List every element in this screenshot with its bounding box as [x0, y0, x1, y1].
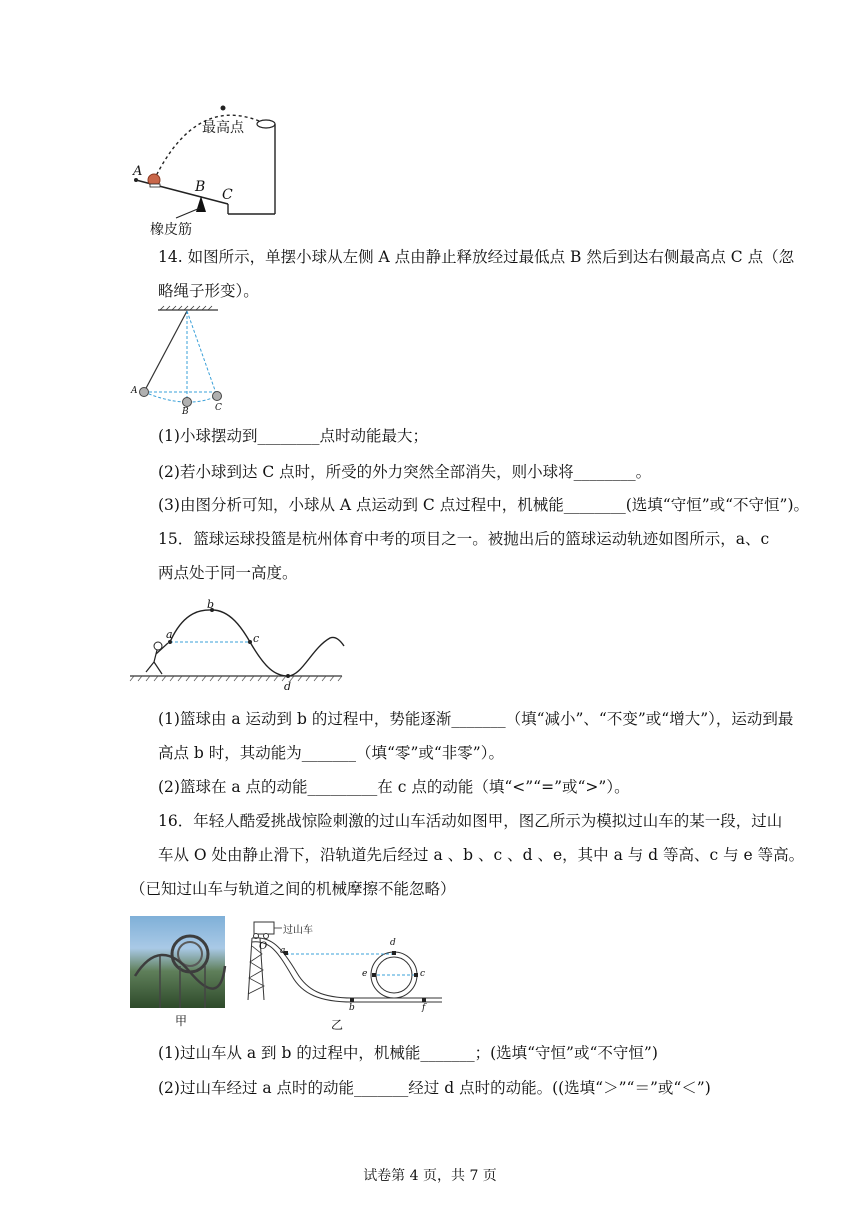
roller-coaster-photo — [130, 916, 225, 1008]
q14-sub2: (2)若小球到达 C 点时，所受的外力突然全部消失，则小球将________。 — [158, 463, 652, 481]
q15-stem-line1: 15．篮球运球投篮是杭州体育中考的项目之一。被抛出后的篮球运动轨迹如图所示，a、c — [158, 530, 770, 548]
fig14-label-c: C — [215, 403, 222, 413]
q16-stem-line2: 车从 O 处由静止滑下，沿轨道先后经过 a 、b 、c 、d 、e，其中 a 与 d 等高、c 与 e 等高。 — [158, 846, 805, 864]
fig15-label-d: d — [284, 680, 292, 693]
fig13-label-rubber: 橡皮筋 — [150, 222, 192, 238]
fig16-label-b: b — [349, 1003, 355, 1013]
fig13-label-highest: 最高点 — [202, 120, 244, 136]
fig16-label-e: e — [362, 969, 368, 979]
fig14-label-b: B — [182, 407, 189, 417]
fig16-label-c: c — [420, 969, 426, 979]
q14-stem-line2: 略绳子形变）。 — [158, 282, 259, 300]
fig13-label-b: B — [195, 179, 206, 195]
page-footer: 试卷第 4 页，共 7 页 — [363, 1168, 497, 1184]
fig16-label-f: f — [422, 1003, 426, 1013]
q16-stem-line1: 16．年轻人酷爱挑战惊险刺激的过山车活动如图甲，图乙所示为模拟过山车的某一段，过山 — [158, 812, 783, 830]
q15-sub1-line2: 高点 b 时，其动能为_______（填“零”或“非零”）。 — [158, 744, 504, 762]
fig15-label-c: c — [253, 632, 260, 645]
fig13-label-a: A — [133, 164, 143, 179]
fig16-label-o: O — [259, 941, 268, 952]
q14-sub1: (1)小球摆动到________点时动能最大； — [158, 427, 428, 445]
q16-stem-line3: （已知过山车与轨道之间的机械摩擦不能忽略） — [130, 880, 456, 898]
fig16-label-a: a — [280, 946, 286, 956]
q16-sub2: (2)过山车经过 a 点时的动能_______经过 d 点时的动能。((选填“＞”“＝”或“＜”) — [158, 1079, 711, 1097]
figure-basketball-trajectory — [130, 598, 350, 688]
q15-sub1-line1: (1)篮球由 a 运动到 b 的过程中，势能逐渐_______（填“减小”、“不变”或“增大”），运动到最 — [158, 710, 794, 728]
fig15-label-b: b — [207, 598, 215, 611]
figure-pendulum — [130, 306, 240, 416]
q14-stem-line1: 14. 如图所示，单摆小球从左侧 A 点由静止释放经过最低点 B 然后到达右侧最高点 C 点（忽 — [158, 248, 795, 266]
fig16-label-yi: 乙 — [331, 1018, 344, 1032]
q15-sub2: (2)篮球在 a 点的动能_________在 c 点的动能（填“<”“=”或“>”）。 — [158, 778, 630, 796]
figure-roller-coaster-track — [242, 918, 447, 1013]
fig15-label-a: a — [166, 628, 173, 641]
q16-sub1: (1)过山车从 a 到 b 的过程中，机械能_______；(选填“守恒”或“不守恒”) — [158, 1044, 658, 1062]
fig13-label-c: C — [222, 187, 233, 203]
fig16-label-car: 过山车 — [283, 925, 313, 936]
fig16-label-d: d — [390, 938, 396, 948]
q15-stem-line2: 两点处于同一高度。 — [158, 564, 298, 582]
q14-sub3: (3)由图分析可知，小球从 A 点运动到 C 点过程中，机械能________(选填“守恒”或“不守恒”)。 — [158, 496, 810, 514]
fig16-label-jia: 甲 — [175, 1014, 188, 1028]
fig14-label-a: A — [131, 386, 138, 396]
